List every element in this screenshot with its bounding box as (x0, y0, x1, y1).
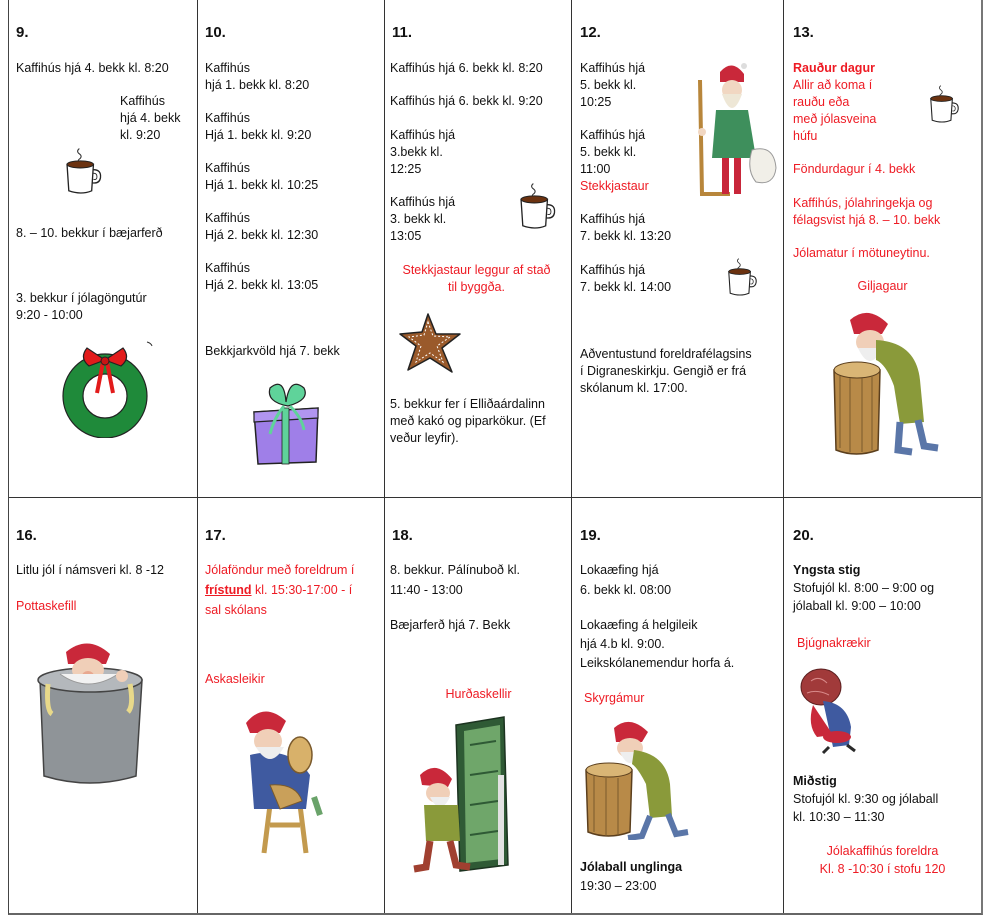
coffee-mug-icon (514, 180, 558, 232)
yule-lad-skyrgamur-icon (580, 720, 690, 840)
event-text: 5. bekkur fer í Elliðaárdalinn (390, 397, 545, 411)
event-text: 10:25 (580, 95, 612, 109)
event-text: 11:00 (580, 162, 611, 176)
event-text: Kaffihús hjá (580, 263, 646, 277)
day-number: 18. (392, 527, 413, 544)
event-text: hjá 4.b kl. 9:00. (580, 637, 665, 651)
event-text: 6. bekk kl. 08:00 (580, 583, 672, 597)
event-text: 5. bekk kl. (580, 145, 637, 159)
event-text: með kakó og piparkökur. (Ef (390, 414, 546, 428)
event-text: 11:40 - 13:00 (390, 583, 463, 597)
coffee-mug-icon (60, 145, 104, 197)
event-text: rauðu eða (793, 95, 850, 109)
gift-box-icon (250, 378, 322, 466)
column-divider (197, 0, 198, 913)
event-text: Föndurdagur í 4. bekk (793, 162, 916, 176)
event-text: Lokaæfing hjá (580, 563, 659, 577)
event-text: Hjá 1. bekk kl. 10:25 (205, 178, 319, 192)
week-divider (9, 497, 981, 498)
yule-lad-name: Hurðaskellir (445, 687, 512, 701)
day-number: 10. (205, 24, 226, 41)
event-text: Aðventustund foreldrafélagsins (580, 347, 752, 361)
event-text: skólanum kl. 17:00. (580, 381, 688, 395)
event-title: Rauður dagur (793, 61, 875, 75)
event-text: Kaffihús hjá (390, 128, 456, 142)
yule-lad-name: Bjúgnakrækir (797, 636, 871, 650)
yule-lad-note: til byggða. (448, 280, 505, 294)
event-text: Kaffihús hjá 4. bekk kl. 8:20 (16, 61, 169, 75)
event-text: 8. – 10. bekkur í bæjarferð (16, 226, 163, 240)
coffee-mug-icon (723, 255, 759, 299)
event-text: kl. 10:30 – 11:30 (793, 810, 885, 824)
event-text: Stofujól kl. 9:30 og jólaball (793, 792, 939, 806)
gingerbread-star-icon (398, 312, 464, 374)
yule-lad-giljagaur-icon (820, 310, 950, 460)
event-text: Kaffihús (205, 261, 250, 275)
yule-lad-stekkjastaur-icon (690, 60, 780, 200)
event-text: Kaffihús hjá (580, 61, 646, 75)
event-text: Kaffihús (120, 94, 165, 108)
event-text: 9:20 - 10:00 (16, 308, 83, 322)
event-text: Jólakaffihús foreldra (826, 844, 939, 858)
event-text: Kaffihús hjá (580, 212, 646, 226)
event-text: Kaffihús (205, 61, 250, 75)
event-text: Kaffihús hjá (390, 195, 456, 209)
yule-lad-name: Pottaskefill (16, 599, 77, 613)
day-number: 11. (392, 24, 413, 41)
event-text: Stofujól kl. 8:00 – 9:00 og (793, 581, 935, 595)
event-text: Bæjarferð hjá 7. Bekk (390, 618, 511, 632)
event-text: kl. 15:30-17:00 - í (251, 583, 353, 597)
event-text: 8. bekkur. Pálínuboð kl. (390, 563, 520, 577)
day-number: 16. (16, 527, 37, 544)
event-text: 5. bekk kl. (580, 78, 637, 92)
yule-lad-hurdaskellir-icon (400, 715, 530, 875)
day-number: 17. (205, 527, 226, 544)
coffee-mug-icon (925, 82, 961, 126)
yule-lad-name: Skyrgámur (584, 691, 645, 705)
event-text: jólaball kl. 9:00 – 10:00 (793, 599, 921, 613)
yule-lad-note: Stekkjastaur leggur af stað (402, 263, 551, 277)
yule-lad-pottaskefill-icon (30, 640, 160, 790)
yule-lad-name: Askasleikir (205, 672, 265, 686)
event-text: 12:25 (390, 162, 422, 176)
day-number: 9. (16, 24, 29, 41)
day-number: 13. (793, 24, 814, 41)
fristund-link[interactable]: frístund (205, 583, 252, 597)
column-divider (571, 0, 572, 913)
yule-lad-askasleikir-icon (210, 705, 340, 855)
event-text: Kaffihús hjá 6. bekk kl. 9:20 (390, 94, 543, 108)
event-text: Lokaæfing á helgileik (580, 618, 698, 632)
event-title: Yngsta stig (793, 563, 861, 577)
event-text: Bekkjarkvöld hjá 7. bekk (205, 344, 340, 358)
event-text: Allir að koma í (793, 78, 873, 92)
yule-lad-name: Giljagaur (857, 279, 908, 293)
event-text: 13:05 (390, 229, 422, 243)
event-title: Jólaball unglinga (580, 860, 683, 874)
event-text: hjá 1. bekk kl. 8:20 (205, 78, 310, 92)
event-text: 7. bekk kl. 13:20 (580, 229, 672, 243)
event-text: veður leyfir). (390, 431, 459, 445)
event-text: húfu (793, 129, 818, 143)
christmas-wreath-icon (55, 338, 155, 438)
event-text: 3.bekk kl. (390, 145, 443, 159)
column-divider (384, 0, 385, 913)
event-text: Kl. 8 -10:30 í stofu 120 (819, 862, 946, 876)
event-text: Leikskólanemendur horfa á. (580, 656, 735, 670)
event-text: kl. 9:20 (120, 128, 161, 142)
event-text: hjá 4. bekk (120, 111, 181, 125)
event-text: Litlu jól í námsveri kl. 8 -12 (16, 563, 164, 577)
event-text: Kaffihús (205, 161, 250, 175)
event-text: Jólaföndur með foreldrum í (205, 563, 355, 577)
event-text: með jólasveina (793, 112, 877, 126)
yule-lad-bjugnakraekir-icon (793, 665, 863, 755)
day-number: 19. (580, 527, 601, 544)
event-text: Hjá 2. bekk kl. 12:30 (205, 228, 319, 242)
column-divider (783, 0, 784, 913)
event-text: Kaffihús, jólahringekja og (793, 196, 933, 210)
event-text: Kaffihús hjá 6. bekk kl. 8:20 (390, 61, 543, 75)
event-text: 19:30 – 23:00 (580, 879, 657, 893)
event-text: sal skólans (205, 603, 267, 617)
day-number: 12. (580, 24, 601, 41)
event-text: félagsvist hjá 8. – 10. bekk (793, 213, 941, 227)
event-text: Jólamatur í mötuneytinu. (793, 246, 930, 260)
event-text: 7. bekk kl. 14:00 (580, 280, 672, 294)
event-text: Kaffihús (205, 111, 250, 125)
event-title: Miðstig (793, 774, 837, 788)
event-text: Hjá 2. bekk kl. 13:05 (205, 278, 319, 292)
day-number: 20. (793, 527, 814, 544)
yule-lad-name: Stekkjastaur (580, 179, 649, 193)
event-text: Hjá 1. bekk kl. 9:20 (205, 128, 312, 142)
event-text: í Digraneskirkju. Gengið er frá (580, 364, 747, 378)
event-text: Kaffihús hjá (580, 128, 646, 142)
event-text (205, 582, 352, 600)
event-text: Kaffihús (205, 211, 250, 225)
event-text: 3. bekkur í jólagöngutúr (16, 291, 147, 305)
event-text: 3. bekk kl. (390, 212, 447, 226)
